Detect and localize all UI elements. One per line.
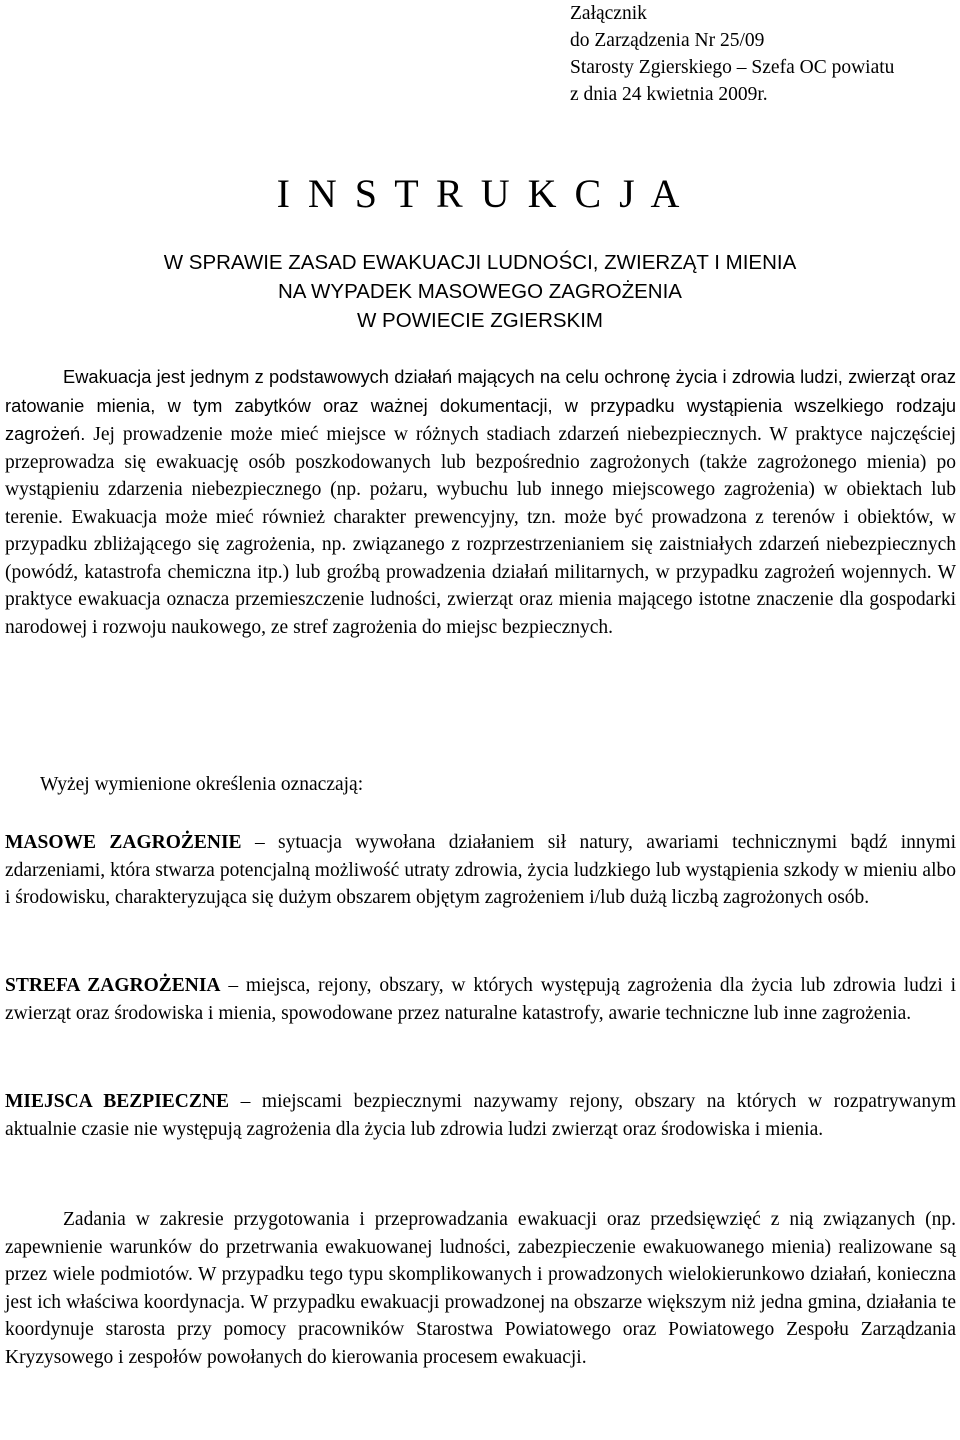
- definition-term: STREFA ZAGROŻENIA: [5, 975, 221, 996]
- definition-masowe-zagrozenie: [5, 829, 956, 912]
- annex-header: [570, 0, 894, 108]
- tasks-paragraph: Zadania w zakresie przygotowania i przeprowadzania ewakuacji oraz przedsięwzięć z nią związanych (np. zapewnienie warunków do przetrwania ewakuowanej ludności, zabezpieczenie ewakuowanego mienia) realizowane są przez wiele podmiotów. W przypadku tego typu skomplikowanych i prowadzonych wielokierunkowo działań, konieczna jest ich właściwa koordynacja. W przypadku ewakuacji prowadzonej na obszarze większym niż jedna gmina, działania te koordynuje starosta przy pomocy pracowników Starostwa Powiatowego oraz Powiatowego Zespołu Zarządzania Kryzysowego i zespołów powołanych do kierowania procesem ewakuacji.: [5, 1209, 956, 1368]
- annex-line-4: z dnia 24 kwietnia 2009r.: [570, 84, 768, 105]
- definition-term: MIEJSCA BEZPIECZNE: [5, 1091, 229, 1112]
- definition-strefa-zagrozenia: [5, 972, 956, 1027]
- intro-paragraph-part-b: Jej prowadzenie może mieć miejsce w różnych stadiach zdarzeń niebezpiecznych. W praktyce najczęściej przeprowadza się ewakuację osób poszkodowanych lub bezpośrednio zagrożonych (także zagrożonego mienia) po wystąpieniu zdarzenia niebezpiecznego (np. pożaru, wybuchu lub innego miejscowego zagrożenia) w obiektach lub terenie. Ewakuacja może mieć również charakter prewencyjny, tzn. może być prowadzona z terenów i obiektów, w przypadku zbliżającego się zagrożenia, np. związanego z rozprzestrzenianiem się zaistniałych zdarzeń niebezpiecznych (powódź, katastrofa chemiczna itp.) lub groźbą prowadzenia działań militarnych, w przypadku zagrożeń wojennych. W praktyce ewakuacja oznacza przemieszczenie ludności, zwierząt oraz mienia mającego istotne znaczenie dla gospodarki narodowej i rozwoju naukowego, ze stref zagrożenia do miejsc bezpiecznych.: [5, 424, 956, 638]
- definition-miejsca-bezpieczne: [5, 1088, 956, 1143]
- definition-term: MASOWE ZAGROŻENIE: [5, 832, 242, 853]
- definitions-intro: Wyżej wymienione określenia oznaczają:: [40, 774, 364, 795]
- subtitle-line-3: W POWIECIE ZGIERSKIM: [356, 309, 603, 332]
- annex-line-1: Załącznik: [570, 3, 647, 24]
- definition-text: – sytuacja wywołana działaniem sił natury, awariami technicznymi bądź innymi zdarzeniami, która stwarza potencjalną możliwość utraty zdrowia, życia ludzkiego lub wystąpienia szkody w mieniu albo i środowisku, charakteryzująca się dużym obszarem objętym zagrożeniem i/lub dużą liczbą zagrożonych osób.: [5, 832, 957, 908]
- document-title: I N S T R U K C J A: [276, 171, 684, 216]
- definition-text: – miejscami bezpiecznymi nazywamy rejony, obszary na których w rozpatrywanym aktualnie czasie nie występują zagrożenia dla życia lub zdrowia ludzi zwierząt oraz środowiska i mienia.: [5, 1091, 956, 1140]
- definition-text: – miejsca, rejony, obszary, w których występują zagrożenia dla życia lub zdrowia ludzi i zwierząt oraz środowiska i mienia, spowodowane przez naturalne katastrofy, awarie techniczne lub inne zagrożenia.: [5, 975, 956, 1024]
- intro-paragraph: [5, 363, 956, 641]
- intro-paragraph-part-a: Ewakuacja jest jednym z podstawowych działań mających na celu ochronę życia i zdrowia ludzi, zwierząt oraz ratowanie mienia, w tym zabytków oraz ważnej dokumentacji, w przypadku wystąpienia wszelkiego rodzaju zagrożeń.: [5, 366, 956, 444]
- subtitle-line-2: NA WYPADEK MASOWEGO ZAGROŻENIA: [278, 280, 682, 303]
- annex-line-3: Starosty Zgierskiego – Szefa OC powiatu: [570, 57, 895, 78]
- subtitle-line-1: W SPRAWIE ZASAD EWAKUACJI LUDNOŚCI, ZWIERZĄT I MIENIA: [163, 251, 797, 274]
- annex-line-2: do Zarządzenia Nr 25/09: [570, 30, 765, 51]
- document-subtitle: [0, 248, 960, 335]
